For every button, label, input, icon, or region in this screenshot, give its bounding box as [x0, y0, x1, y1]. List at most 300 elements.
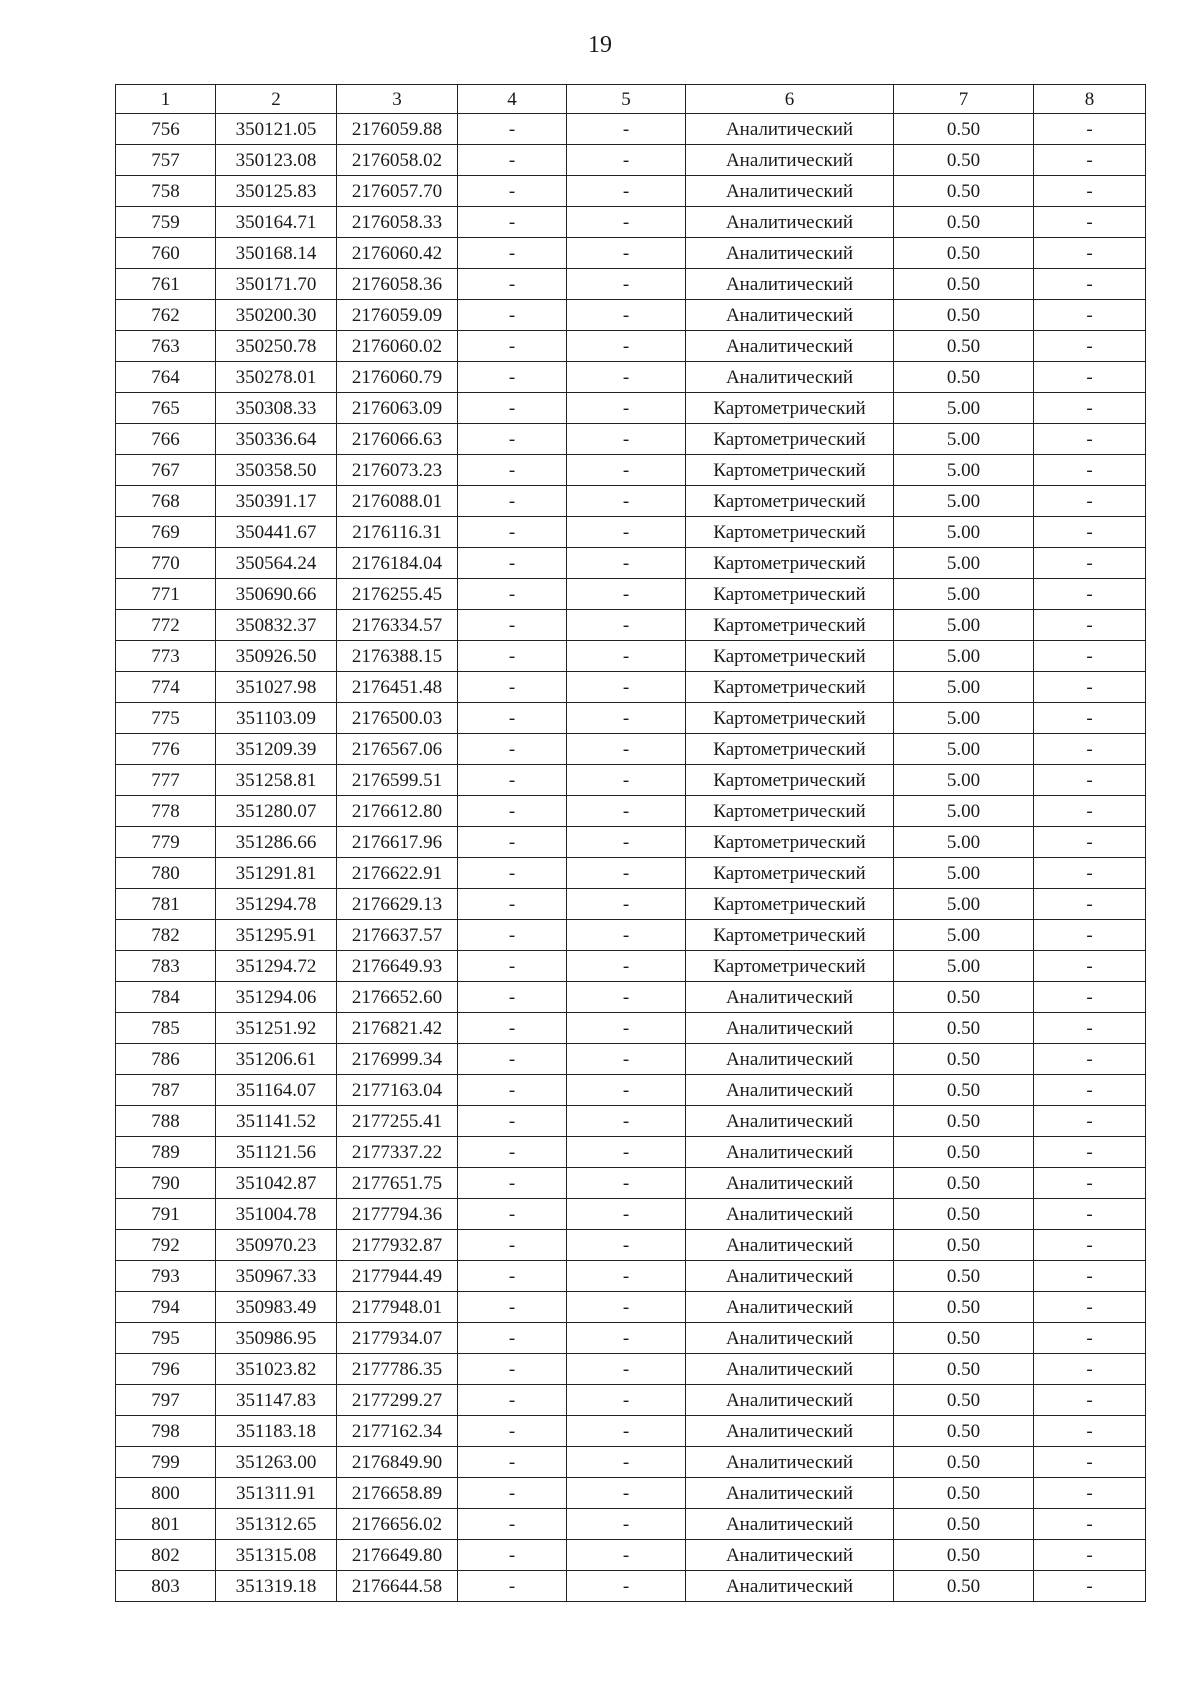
cell-column-4: -: [458, 1509, 567, 1540]
cell-column-5: -: [567, 579, 686, 610]
table-row: [116, 1137, 1146, 1168]
cell-method: Аналитический: [686, 269, 894, 300]
table-row: [116, 641, 1146, 672]
cell-column-5: -: [567, 734, 686, 765]
table-row: [116, 207, 1146, 238]
cell-coordinate-x: 350125.83: [216, 176, 337, 207]
cell-accuracy: 0.50: [894, 1323, 1034, 1354]
cell-accuracy: 0.50: [894, 300, 1034, 331]
cell-column-4: -: [458, 796, 567, 827]
cell-column-5: -: [567, 1168, 686, 1199]
cell-coordinate-x: 351312.65: [216, 1509, 337, 1540]
cell-method: Аналитический: [686, 145, 894, 176]
cell-method: Аналитический: [686, 1292, 894, 1323]
cell-column-4: -: [458, 1385, 567, 1416]
cell-column-5: -: [567, 486, 686, 517]
table-row: [116, 1044, 1146, 1075]
cell-column-4: -: [458, 1323, 567, 1354]
cell-column-5: -: [567, 982, 686, 1013]
cell-accuracy: 0.50: [894, 1137, 1034, 1168]
cell-column-8: -: [1034, 1230, 1146, 1261]
cell-coordinate-y: 2176649.80: [337, 1540, 458, 1571]
cell-column-4: -: [458, 207, 567, 238]
cell-coordinate-y: 2176656.02: [337, 1509, 458, 1540]
cell-method: Аналитический: [686, 1323, 894, 1354]
cell-column-8: -: [1034, 1106, 1146, 1137]
cell-accuracy: 0.50: [894, 982, 1034, 1013]
cell-accuracy: 0.50: [894, 1509, 1034, 1540]
table-row: [116, 1447, 1146, 1478]
cell-coordinate-y: 2176617.96: [337, 827, 458, 858]
table-row: [116, 1416, 1146, 1447]
table-row: [116, 331, 1146, 362]
cell-point-number: 803: [116, 1571, 216, 1602]
cell-accuracy: 0.50: [894, 1106, 1034, 1137]
cell-column-4: -: [458, 1044, 567, 1075]
cell-method: Аналитический: [686, 1168, 894, 1199]
cell-method: Аналитический: [686, 1447, 894, 1478]
cell-accuracy: 0.50: [894, 1230, 1034, 1261]
cell-coordinate-x: 350391.17: [216, 486, 337, 517]
cell-column-8: -: [1034, 1416, 1146, 1447]
cell-coordinate-x: 351319.18: [216, 1571, 337, 1602]
cell-column-4: -: [458, 1168, 567, 1199]
cell-accuracy: 0.50: [894, 1447, 1034, 1478]
cell-column-8: -: [1034, 765, 1146, 796]
cell-point-number: 777: [116, 765, 216, 796]
cell-coordinate-x: 351004.78: [216, 1199, 337, 1230]
cell-coordinate-x: 350250.78: [216, 331, 337, 362]
cell-column-4: -: [458, 1416, 567, 1447]
cell-column-8: -: [1034, 1013, 1146, 1044]
cell-point-number: 780: [116, 858, 216, 889]
table-row: [116, 1540, 1146, 1571]
cell-accuracy: 5.00: [894, 455, 1034, 486]
cell-column-4: -: [458, 145, 567, 176]
table-row: [116, 1385, 1146, 1416]
cell-column-5: -: [567, 455, 686, 486]
cell-column-8: -: [1034, 1323, 1146, 1354]
cell-coordinate-x: 351147.83: [216, 1385, 337, 1416]
cell-column-4: -: [458, 672, 567, 703]
cell-coordinate-y: 2176184.04: [337, 548, 458, 579]
cell-accuracy: 0.50: [894, 1385, 1034, 1416]
cell-point-number: 781: [116, 889, 216, 920]
cell-method: Аналитический: [686, 176, 894, 207]
cell-accuracy: 0.50: [894, 1168, 1034, 1199]
cell-column-4: -: [458, 734, 567, 765]
cell-accuracy: 5.00: [894, 579, 1034, 610]
cell-column-8: -: [1034, 1292, 1146, 1323]
column-header-7: 7: [894, 85, 1034, 114]
cell-coordinate-x: 351294.78: [216, 889, 337, 920]
cell-point-number: 776: [116, 734, 216, 765]
table-row: [116, 1571, 1146, 1602]
cell-method: Картометрический: [686, 796, 894, 827]
table-row: [116, 1509, 1146, 1540]
cell-column-8: -: [1034, 455, 1146, 486]
cell-point-number: 788: [116, 1106, 216, 1137]
cell-coordinate-y: 2176622.91: [337, 858, 458, 889]
cell-method: Картометрический: [686, 548, 894, 579]
cell-method: Аналитический: [686, 1261, 894, 1292]
table-row: [116, 920, 1146, 951]
cell-accuracy: 5.00: [894, 641, 1034, 672]
cell-coordinate-x: 350690.66: [216, 579, 337, 610]
cell-coordinate-x: 351042.87: [216, 1168, 337, 1199]
cell-column-5: -: [567, 362, 686, 393]
cell-method: Аналитический: [686, 1199, 894, 1230]
table-row: [116, 455, 1146, 486]
cell-coordinate-y: 2176567.06: [337, 734, 458, 765]
cell-accuracy: 0.50: [894, 176, 1034, 207]
cell-point-number: 760: [116, 238, 216, 269]
cell-point-number: 773: [116, 641, 216, 672]
cell-coordinate-y: 2176658.89: [337, 1478, 458, 1509]
table-row: [116, 1168, 1146, 1199]
cell-column-4: -: [458, 1354, 567, 1385]
table-row: [116, 145, 1146, 176]
cell-column-5: -: [567, 920, 686, 951]
cell-method: Аналитический: [686, 300, 894, 331]
table-row: [116, 1354, 1146, 1385]
cell-accuracy: 5.00: [894, 889, 1034, 920]
cell-method: Аналитический: [686, 114, 894, 145]
cell-coordinate-x: 351206.61: [216, 1044, 337, 1075]
cell-coordinate-x: 351315.08: [216, 1540, 337, 1571]
cell-method: Аналитический: [686, 1106, 894, 1137]
cell-method: Картометрический: [686, 486, 894, 517]
cell-coordinate-y: 2176059.09: [337, 300, 458, 331]
table-row: [116, 734, 1146, 765]
cell-coordinate-y: 2177794.36: [337, 1199, 458, 1230]
cell-coordinate-y: 2177651.75: [337, 1168, 458, 1199]
cell-column-8: -: [1034, 393, 1146, 424]
cell-method: Картометрический: [686, 579, 894, 610]
cell-coordinate-x: 351164.07: [216, 1075, 337, 1106]
cell-column-5: -: [567, 765, 686, 796]
table-row: [116, 1323, 1146, 1354]
cell-column-5: -: [567, 269, 686, 300]
cell-point-number: 796: [116, 1354, 216, 1385]
cell-column-8: -: [1034, 176, 1146, 207]
column-header-8: 8: [1034, 85, 1146, 114]
cell-column-4: -: [458, 1199, 567, 1230]
cell-column-5: -: [567, 517, 686, 548]
cell-point-number: 792: [116, 1230, 216, 1261]
cell-coordinate-y: 2176116.31: [337, 517, 458, 548]
cell-accuracy: 0.50: [894, 1044, 1034, 1075]
cell-point-number: 793: [116, 1261, 216, 1292]
cell-column-4: -: [458, 176, 567, 207]
cell-coordinate-y: 2176057.70: [337, 176, 458, 207]
cell-column-8: -: [1034, 486, 1146, 517]
table-row: [116, 1478, 1146, 1509]
cell-coordinate-x: 351023.82: [216, 1354, 337, 1385]
cell-coordinate-x: 350200.30: [216, 300, 337, 331]
table-row: [116, 548, 1146, 579]
cell-column-8: -: [1034, 1509, 1146, 1540]
cell-column-8: -: [1034, 1044, 1146, 1075]
cell-point-number: 789: [116, 1137, 216, 1168]
cell-accuracy: 0.50: [894, 1075, 1034, 1106]
cell-point-number: 801: [116, 1509, 216, 1540]
cell-accuracy: 0.50: [894, 362, 1034, 393]
cell-point-number: 797: [116, 1385, 216, 1416]
cell-accuracy: 5.00: [894, 610, 1034, 641]
cell-column-4: -: [458, 300, 567, 331]
cell-column-8: -: [1034, 579, 1146, 610]
cell-coordinate-y: 2177163.04: [337, 1075, 458, 1106]
cell-method: Аналитический: [686, 1571, 894, 1602]
cell-column-5: -: [567, 114, 686, 145]
cell-coordinate-y: 2176999.34: [337, 1044, 458, 1075]
cell-accuracy: 0.50: [894, 207, 1034, 238]
cell-coordinate-y: 2176066.63: [337, 424, 458, 455]
cell-coordinate-y: 2176058.36: [337, 269, 458, 300]
cell-coordinate-x: 350171.70: [216, 269, 337, 300]
cell-column-8: -: [1034, 1261, 1146, 1292]
cell-column-4: -: [458, 331, 567, 362]
cell-column-5: -: [567, 207, 686, 238]
table-row: [116, 1261, 1146, 1292]
cell-column-4: -: [458, 1540, 567, 1571]
cell-accuracy: 5.00: [894, 486, 1034, 517]
cell-column-8: -: [1034, 796, 1146, 827]
table-row: [116, 672, 1146, 703]
cell-column-5: -: [567, 858, 686, 889]
column-header-5: 5: [567, 85, 686, 114]
cell-method: Аналитический: [686, 1478, 894, 1509]
cell-coordinate-x: 351294.72: [216, 951, 337, 982]
cell-column-8: -: [1034, 1571, 1146, 1602]
cell-coordinate-y: 2177932.87: [337, 1230, 458, 1261]
cell-column-5: -: [567, 641, 686, 672]
table-row: [116, 889, 1146, 920]
cell-column-4: -: [458, 1261, 567, 1292]
cell-point-number: 779: [116, 827, 216, 858]
cell-coordinate-y: 2177948.01: [337, 1292, 458, 1323]
cell-accuracy: 5.00: [894, 796, 1034, 827]
cell-coordinate-x: 350336.64: [216, 424, 337, 455]
cell-coordinate-x: 350983.49: [216, 1292, 337, 1323]
cell-method: Аналитический: [686, 1044, 894, 1075]
cell-accuracy: 0.50: [894, 331, 1034, 362]
cell-accuracy: 5.00: [894, 920, 1034, 951]
cell-column-5: -: [567, 827, 686, 858]
cell-column-4: -: [458, 269, 567, 300]
cell-method: Аналитический: [686, 1137, 894, 1168]
cell-coordinate-y: 2176063.09: [337, 393, 458, 424]
cell-column-8: -: [1034, 1385, 1146, 1416]
table-row: [116, 858, 1146, 889]
cell-column-4: -: [458, 858, 567, 889]
cell-coordinate-y: 2177337.22: [337, 1137, 458, 1168]
cell-coordinate-x: 350168.14: [216, 238, 337, 269]
cell-column-8: -: [1034, 331, 1146, 362]
cell-column-8: -: [1034, 951, 1146, 982]
cell-accuracy: 0.50: [894, 1013, 1034, 1044]
table-row: [116, 300, 1146, 331]
cell-accuracy: 0.50: [894, 1261, 1034, 1292]
cell-coordinate-y: 2176649.93: [337, 951, 458, 982]
cell-column-8: -: [1034, 269, 1146, 300]
cell-column-5: -: [567, 1137, 686, 1168]
cell-point-number: 795: [116, 1323, 216, 1354]
cell-column-5: -: [567, 1075, 686, 1106]
cell-accuracy: 5.00: [894, 548, 1034, 579]
cell-column-8: -: [1034, 672, 1146, 703]
cell-column-8: -: [1034, 1540, 1146, 1571]
cell-column-5: -: [567, 889, 686, 920]
cell-column-5: -: [567, 1230, 686, 1261]
cell-coordinate-y: 2176088.01: [337, 486, 458, 517]
cell-column-5: -: [567, 1478, 686, 1509]
cell-column-4: -: [458, 1106, 567, 1137]
cell-method: Картометрический: [686, 610, 894, 641]
cell-accuracy: 0.50: [894, 1292, 1034, 1323]
cell-column-4: -: [458, 703, 567, 734]
cell-point-number: 765: [116, 393, 216, 424]
cell-point-number: 771: [116, 579, 216, 610]
cell-column-5: -: [567, 300, 686, 331]
cell-accuracy: 0.50: [894, 1416, 1034, 1447]
cell-column-8: -: [1034, 641, 1146, 672]
cell-column-4: -: [458, 1447, 567, 1478]
cell-column-5: -: [567, 424, 686, 455]
cell-column-5: -: [567, 1447, 686, 1478]
table-row: [116, 827, 1146, 858]
cell-method: Картометрический: [686, 703, 894, 734]
cell-coordinate-y: 2177934.07: [337, 1323, 458, 1354]
cell-column-4: -: [458, 579, 567, 610]
cell-column-4: -: [458, 951, 567, 982]
cell-column-8: -: [1034, 300, 1146, 331]
cell-column-8: -: [1034, 1075, 1146, 1106]
table-body: [116, 114, 1146, 1602]
cell-coordinate-x: 351209.39: [216, 734, 337, 765]
cell-method: Аналитический: [686, 1385, 894, 1416]
cell-column-4: -: [458, 455, 567, 486]
cell-point-number: 782: [116, 920, 216, 951]
table-row: [116, 579, 1146, 610]
cell-coordinate-y: 2176255.45: [337, 579, 458, 610]
table-row: [116, 796, 1146, 827]
cell-column-4: -: [458, 765, 567, 796]
cell-accuracy: 0.50: [894, 1540, 1034, 1571]
cell-coordinate-x: 350986.95: [216, 1323, 337, 1354]
column-header-6: 6: [686, 85, 894, 114]
column-header-3: 3: [337, 85, 458, 114]
cell-column-8: -: [1034, 920, 1146, 951]
cell-column-4: -: [458, 827, 567, 858]
cell-coordinate-y: 2176060.02: [337, 331, 458, 362]
cell-column-5: -: [567, 951, 686, 982]
cell-coordinate-y: 2176073.23: [337, 455, 458, 486]
cell-column-5: -: [567, 703, 686, 734]
cell-method: Аналитический: [686, 1075, 894, 1106]
cell-coordinate-y: 2177255.41: [337, 1106, 458, 1137]
cell-point-number: 790: [116, 1168, 216, 1199]
cell-point-number: 786: [116, 1044, 216, 1075]
page-number: 19: [588, 32, 612, 58]
cell-method: Аналитический: [686, 1230, 894, 1261]
column-header-4: 4: [458, 85, 567, 114]
cell-method: Картометрический: [686, 765, 894, 796]
cell-column-5: -: [567, 1354, 686, 1385]
cell-method: Аналитический: [686, 238, 894, 269]
cell-point-number: 784: [116, 982, 216, 1013]
cell-coordinate-y: 2176058.33: [337, 207, 458, 238]
cell-coordinate-x: 351183.18: [216, 1416, 337, 1447]
cell-coordinate-x: 351294.06: [216, 982, 337, 1013]
cell-column-4: -: [458, 610, 567, 641]
cell-column-4: -: [458, 486, 567, 517]
cell-column-4: -: [458, 548, 567, 579]
cell-coordinate-x: 351295.91: [216, 920, 337, 951]
cell-coordinate-x: 350564.24: [216, 548, 337, 579]
cell-column-8: -: [1034, 114, 1146, 145]
cell-column-4: -: [458, 1478, 567, 1509]
cell-method: Картометрический: [686, 827, 894, 858]
table-row: [116, 517, 1146, 548]
column-header-1: 1: [116, 85, 216, 114]
cell-coordinate-y: 2176334.57: [337, 610, 458, 641]
table-row: [116, 982, 1146, 1013]
cell-coordinate-x: 350278.01: [216, 362, 337, 393]
cell-coordinate-x: 350123.08: [216, 145, 337, 176]
cell-method: Аналитический: [686, 1013, 894, 1044]
cell-coordinate-x: 351141.52: [216, 1106, 337, 1137]
cell-column-8: -: [1034, 362, 1146, 393]
cell-coordinate-x: 350926.50: [216, 641, 337, 672]
cell-column-5: -: [567, 548, 686, 579]
cell-coordinate-x: 351280.07: [216, 796, 337, 827]
cell-coordinate-x: 350308.33: [216, 393, 337, 424]
cell-method: Картометрический: [686, 672, 894, 703]
cell-method: Картометрический: [686, 858, 894, 889]
cell-column-8: -: [1034, 1447, 1146, 1478]
cell-column-4: -: [458, 114, 567, 145]
cell-method: Аналитический: [686, 1509, 894, 1540]
cell-accuracy: 5.00: [894, 951, 1034, 982]
cell-column-4: -: [458, 362, 567, 393]
cell-coordinate-x: 351258.81: [216, 765, 337, 796]
cell-column-8: -: [1034, 1199, 1146, 1230]
cell-accuracy: 5.00: [894, 827, 1034, 858]
cell-column-5: -: [567, 1261, 686, 1292]
cell-method: Картометрический: [686, 951, 894, 982]
cell-column-5: -: [567, 145, 686, 176]
cell-column-8: -: [1034, 982, 1146, 1013]
cell-method: Аналитический: [686, 1354, 894, 1385]
cell-column-5: -: [567, 331, 686, 362]
cell-point-number: 798: [116, 1416, 216, 1447]
cell-column-4: -: [458, 982, 567, 1013]
cell-coordinate-x: 351251.92: [216, 1013, 337, 1044]
cell-point-number: 769: [116, 517, 216, 548]
table-row: [116, 1075, 1146, 1106]
table-row: [116, 362, 1146, 393]
cell-coordinate-x: 350164.71: [216, 207, 337, 238]
cell-coordinate-x: 351291.81: [216, 858, 337, 889]
cell-column-5: -: [567, 1292, 686, 1323]
cell-coordinate-y: 2176652.60: [337, 982, 458, 1013]
cell-method: Аналитический: [686, 331, 894, 362]
cell-point-number: 791: [116, 1199, 216, 1230]
cell-coordinate-x: 351121.56: [216, 1137, 337, 1168]
cell-column-4: -: [458, 889, 567, 920]
